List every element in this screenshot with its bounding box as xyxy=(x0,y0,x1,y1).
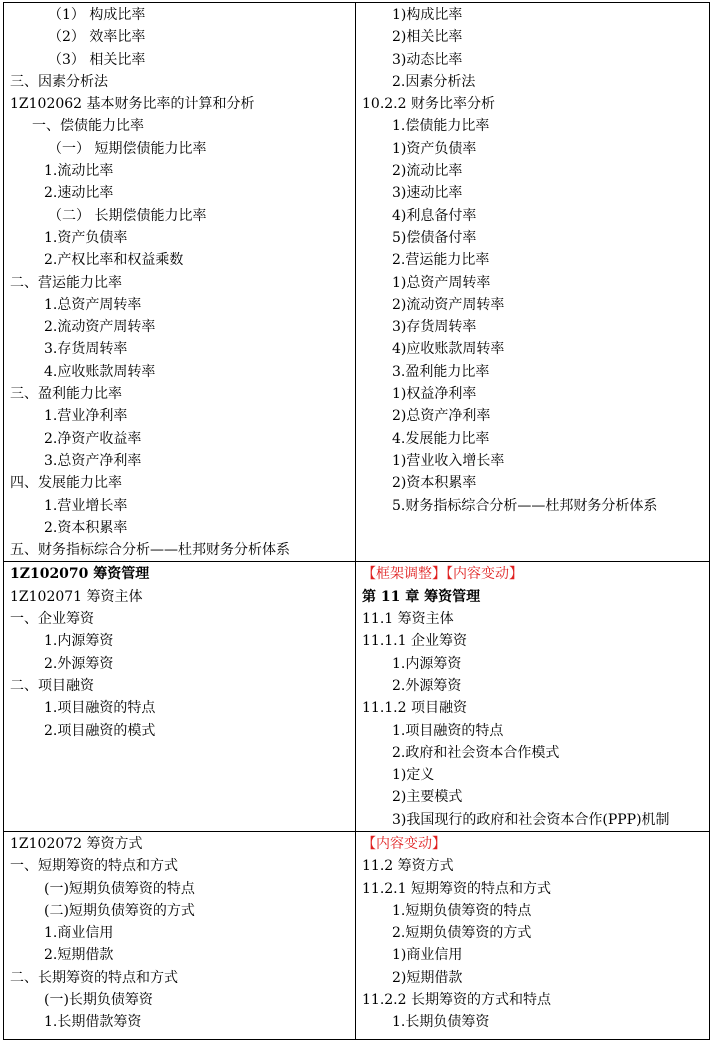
outline-line: 【内容变动】 xyxy=(362,835,446,852)
outline-line: 一、企业筹资 xyxy=(10,611,94,628)
outline-line: 1.商业信用 xyxy=(44,925,114,942)
outline-line: 3.盈利能力比率 xyxy=(392,363,490,380)
outline-line: （二） 长期偿债能力比率 xyxy=(48,207,207,224)
outline-line: 1.长期借款筹资 xyxy=(44,1014,142,1031)
outline-line: 2.外源筹资 xyxy=(392,677,462,694)
outline-line: 1.营业净利率 xyxy=(44,408,128,425)
outline-line: 2.净资产收益率 xyxy=(44,430,142,447)
outline-line: 5)偿债备付率 xyxy=(392,229,477,246)
outline-line: 三、因素分析法 xyxy=(10,73,108,90)
outline-line: 【框架调整】【内容变动】 xyxy=(362,566,523,583)
outline-line: 1Z102070 筹资管理 xyxy=(10,566,150,583)
outline-line: 五、财务指标综合分析——杜邦财务分析体系 xyxy=(10,542,290,559)
outline-line: 1Z102071 筹资主体 xyxy=(10,588,143,605)
outline-line: 1)权益净利率 xyxy=(392,386,477,403)
outline-line: （一） 短期偿债能力比率 xyxy=(48,140,207,157)
outline-line: 2)流动资产周转率 xyxy=(392,296,505,313)
outline-line: 11.2.2 长期筹资的方式和特点 xyxy=(362,992,551,1009)
outline-line: 11.2 筹资方式 xyxy=(362,858,454,875)
outline-line: 二、项目融资 xyxy=(10,677,94,694)
outline-line: 10.2.2 财务比率分析 xyxy=(362,96,495,113)
outline-line: 2)流动比率 xyxy=(392,163,463,180)
outline-line: 2.项目融资的模式 xyxy=(44,722,156,739)
outline-line: 1.流动比率 xyxy=(44,163,114,180)
outline-line: 3)存货周转率 xyxy=(392,319,477,336)
right-cell xyxy=(356,831,710,1039)
outline-line: 4)利息备付率 xyxy=(392,207,477,224)
table-row xyxy=(4,3,710,562)
outline-line: 2.外源筹资 xyxy=(44,655,114,672)
outline-line: 三、盈利能力比率 xyxy=(10,386,122,403)
outline-line: （3） 相关比率 xyxy=(48,51,146,68)
outline-line: 第 11 章 筹资管理 xyxy=(362,588,481,605)
outline-line: 3.总资产净利率 xyxy=(44,452,142,469)
outline-line: 1)资产负债率 xyxy=(392,140,477,157)
outline-line: 4.应收账款周转率 xyxy=(44,363,156,380)
outline-line: 1)商业信用 xyxy=(392,947,463,964)
outline-line: 2.速动比率 xyxy=(44,185,114,202)
outline-line: （1） 构成比率 xyxy=(48,7,146,23)
comparison-table xyxy=(3,2,710,1040)
outline-line: 2)总资产净利率 xyxy=(392,408,491,425)
outline-line: 5.财务指标综合分析——杜邦财务分析体系 xyxy=(392,497,658,514)
outline-line: 4.发展能力比率 xyxy=(392,430,490,447)
outline-line: 2.流动资产周转率 xyxy=(44,319,156,336)
outline-line: 2.政府和社会资本合作模式 xyxy=(392,744,560,761)
outline-line: 3)动态比率 xyxy=(392,51,463,68)
outline-line: 2.营运能力比率 xyxy=(392,252,490,269)
outline-line: 2.短期借款 xyxy=(44,947,114,964)
outline-line: 2)主要模式 xyxy=(392,789,463,806)
outline-line: (一)短期负债筹资的特点 xyxy=(44,880,195,897)
outline-line: 11.1 筹资主体 xyxy=(362,611,454,628)
outline-line: 2.因素分析法 xyxy=(392,73,476,90)
outline-line: 二、营运能力比率 xyxy=(10,274,122,291)
outline-line: 一、偿债能力比率 xyxy=(32,118,144,135)
outline-line: 1.营业增长率 xyxy=(44,497,128,514)
outline-line: 11.1.2 项目融资 xyxy=(362,700,467,717)
outline-line: （2） 效率比率 xyxy=(48,29,146,46)
outline-line: 1.项目融资的特点 xyxy=(44,700,156,717)
outline-line: 一、短期筹资的特点和方式 xyxy=(10,858,178,875)
outline-line: 2.资本积累率 xyxy=(44,519,128,536)
outline-line: (二)短期负债筹资的方式 xyxy=(44,902,195,919)
outline-line: 4)应收账款周转率 xyxy=(392,341,505,358)
outline-line: 1.偿债能力比率 xyxy=(392,118,490,135)
outline-line: 1.项目融资的特点 xyxy=(392,722,504,739)
table-body xyxy=(4,3,710,1040)
outline-line: 1Z102072 筹资方式 xyxy=(10,835,143,852)
outline-line: 1.内源筹资 xyxy=(392,655,462,672)
outline-line: (一)长期负债筹资 xyxy=(44,992,153,1009)
outline-line: 2)相关比率 xyxy=(392,29,463,46)
left-cell xyxy=(4,831,356,1039)
outline-line: 3)我国现行的政府和社会资本合作(PPP)机制 xyxy=(392,811,670,828)
outline-line: 四、发展能力比率 xyxy=(10,475,122,492)
right-cell xyxy=(356,562,710,832)
table-row xyxy=(4,831,710,1039)
outline-line: 1)构成比率 xyxy=(392,7,463,23)
outline-line: 1.资产负债率 xyxy=(44,229,128,246)
outline-line: 1)定义 xyxy=(392,767,435,784)
outline-line: 1)营业收入增长率 xyxy=(392,452,505,469)
outline-line: 1.长期负债筹资 xyxy=(392,1014,490,1031)
outline-line: 1.内源筹资 xyxy=(44,633,114,650)
outline-line: 1.总资产周转率 xyxy=(44,296,142,313)
table-row xyxy=(4,562,710,832)
outline-line: 11.1.1 企业筹资 xyxy=(362,633,467,650)
outline-line: 2)短期借款 xyxy=(392,969,463,986)
outline-line: 2.短期负债筹资的方式 xyxy=(392,925,532,942)
outline-line: 二、长期筹资的特点和方式 xyxy=(10,969,178,986)
right-cell xyxy=(356,3,710,562)
left-cell xyxy=(4,3,356,562)
outline-line: 1)总资产周转率 xyxy=(392,274,491,291)
left-cell xyxy=(4,562,356,832)
outline-line: 2)资本积累率 xyxy=(392,475,477,492)
outline-line: 3)速动比率 xyxy=(392,185,463,202)
outline-line: 1Z102062 基本财务比率的计算和分析 xyxy=(10,96,255,113)
outline-line: 3.存货周转率 xyxy=(44,341,128,358)
outline-line: 1.短期负债筹资的特点 xyxy=(392,902,532,919)
outline-line: 2.产权比率和权益乘数 xyxy=(44,252,184,269)
outline-line: 11.2.1 短期筹资的特点和方式 xyxy=(362,880,551,897)
